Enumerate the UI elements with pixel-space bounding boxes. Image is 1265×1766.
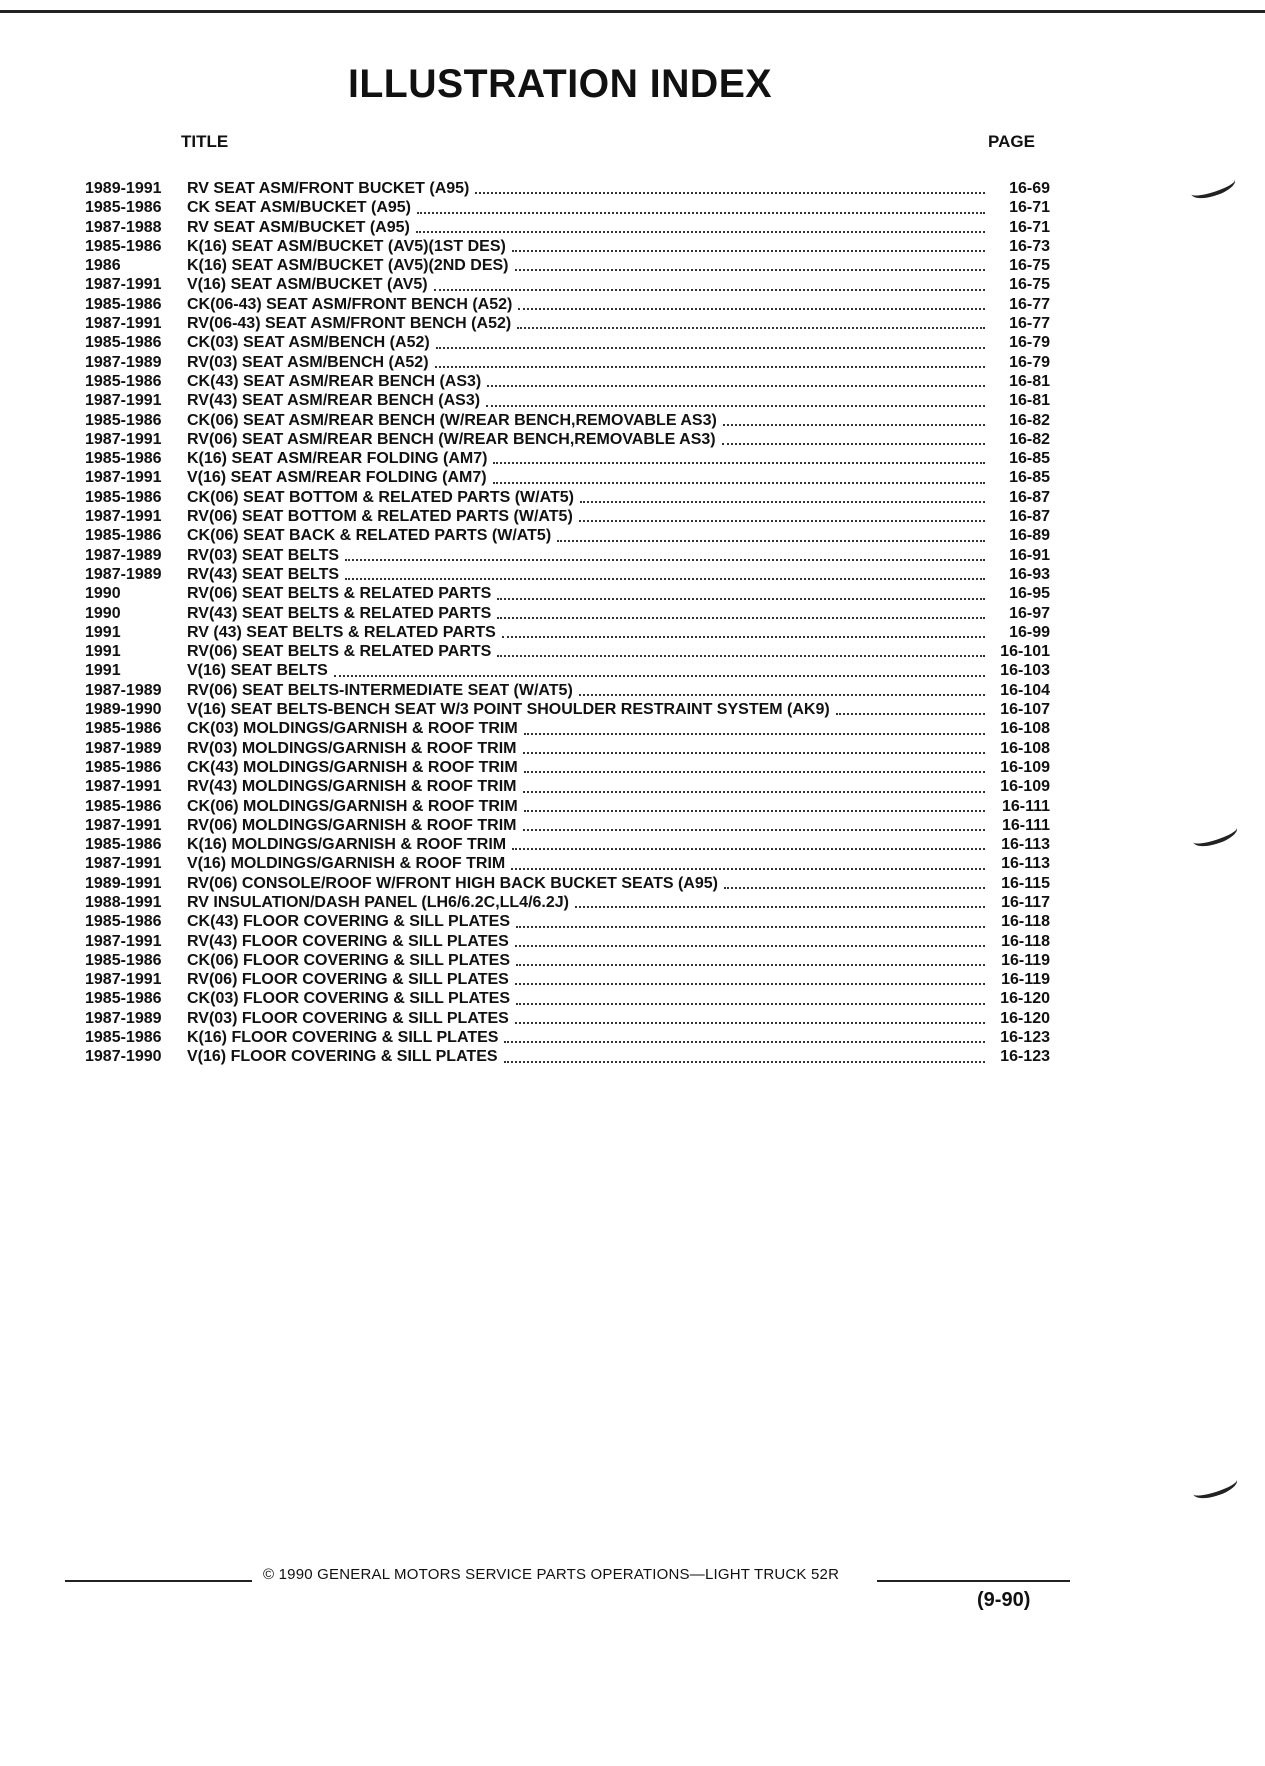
entry-title: CK SEAT ASM/BUCKET (A95) [187, 199, 412, 217]
index-entry [85, 449, 1050, 468]
footer [65, 1564, 1065, 1588]
index-entry [85, 295, 1050, 314]
entry-title: RV(06) SEAT ASM/REAR BENCH (W/REAR BENCH,REMOVABLE AS3) [187, 430, 716, 448]
entry-title: RV(06) SEAT BELTS-INTERMEDIATE SEAT (W/AT5) [187, 681, 573, 699]
entry-years: 1985-1986 [85, 951, 162, 969]
column-header-title: TITLE [181, 132, 229, 151]
entry-title: RV(43) SEAT BELTS [187, 565, 340, 583]
index-entry [85, 237, 1050, 256]
footer-rule-right [877, 1580, 1070, 1582]
entry-years: 1985-1986 [85, 836, 162, 854]
dot-leader [512, 848, 985, 850]
entry-years: 1987-1989 [85, 681, 162, 699]
entry-page-number: 16-108 [1000, 720, 1050, 738]
entry-title: V(16) SEAT ASM/REAR FOLDING (AM7) [187, 469, 487, 487]
entry-title: CK(03) SEAT ASM/BENCH (A52) [187, 334, 430, 352]
entry-title: RV INSULATION/DASH PANEL (LH6/6.2C,LL4/6.2J) [187, 893, 569, 911]
entry-title: RV(03) MOLDINGS/GARNISH & ROOF TRIM [187, 739, 517, 757]
binder-hole-mark [1190, 819, 1239, 850]
entry-page-number: 16-103 [1000, 662, 1050, 680]
entry-years: 1985-1986 [85, 334, 162, 352]
binder-hole-mark [1190, 1471, 1239, 1502]
entry-title: RV (43) SEAT BELTS & RELATED PARTS [187, 623, 496, 641]
entry-title: K(16) SEAT ASM/REAR FOLDING (AM7) [187, 450, 488, 468]
index-entry [85, 758, 1050, 777]
dot-leader [497, 617, 985, 619]
index-entry [85, 275, 1050, 294]
entry-title: RV(06) SEAT BOTTOM & RELATED PARTS (W/AT5) [187, 508, 573, 526]
entry-years: 1987-1991 [85, 392, 162, 410]
index-entry [85, 372, 1050, 391]
dot-leader [557, 540, 985, 542]
entry-page-number: 16-79 [1009, 334, 1050, 352]
dot-leader [575, 906, 985, 908]
entry-years: 1987-1989 [85, 739, 162, 757]
entry-page-number: 16-115 [1001, 874, 1050, 892]
entry-years: 1987-1989 [85, 565, 162, 583]
entry-page-number: 16-81 [1009, 392, 1050, 410]
entry-page-number: 16-77 [1009, 315, 1050, 333]
entry-title: CK(06-43) SEAT ASM/FRONT BENCH (A52) [187, 295, 513, 313]
index-entry [85, 951, 1050, 970]
entry-years: 1987-1991 [85, 508, 162, 526]
entry-page-number: 16-87 [1009, 488, 1050, 506]
entry-years: 1987-1991 [85, 276, 162, 294]
entry-title: K(16) SEAT ASM/BUCKET (AV5)(1ST DES) [187, 237, 506, 255]
entry-years: 1987-1991 [85, 855, 162, 873]
entry-years: 1991 [85, 662, 121, 680]
entry-title: V(16) SEAT ASM/BUCKET (AV5) [187, 276, 428, 294]
entry-page-number: 16-75 [1009, 276, 1050, 294]
entry-title: CK(06) SEAT BACK & RELATED PARTS (W/AT5) [187, 527, 552, 545]
index-entry [85, 430, 1050, 449]
entry-title: RV SEAT ASM/FRONT BUCKET (A95) [187, 180, 470, 197]
entry-page-number: 16-82 [1009, 430, 1050, 448]
entry-page-number: 16-89 [1009, 527, 1050, 545]
entry-page-number: 16-123 [1000, 1029, 1050, 1047]
column-header-page: PAGE [988, 132, 1035, 151]
entry-title: CK(06) MOLDINGS/GARNISH & ROOF TRIM [187, 797, 518, 815]
dot-leader [502, 636, 985, 638]
entry-years: 1989-1990 [85, 701, 162, 719]
index-entry [85, 391, 1050, 410]
entry-years: 1987-1991 [85, 816, 162, 834]
entry-years: 1985-1986 [85, 913, 162, 931]
entry-page-number: 16-111 [1001, 816, 1050, 834]
entry-title: V(16) SEAT BELTS [187, 662, 328, 680]
index-entry [85, 661, 1050, 680]
dot-leader [523, 752, 986, 754]
entry-page-number: 16-109 [1000, 758, 1050, 776]
index-entry [85, 353, 1050, 372]
entry-years: 1985-1986 [85, 797, 162, 815]
entry-page-number: 16-113 [1001, 855, 1050, 873]
entry-page-number: 16-73 [1009, 237, 1050, 255]
entry-page-number: 16-71 [1009, 218, 1050, 236]
entry-page-number: 16-99 [1009, 623, 1050, 641]
entry-years: 1985-1986 [85, 1029, 162, 1047]
dot-leader [579, 694, 985, 696]
entry-page-number: 16-120 [1000, 990, 1050, 1008]
entry-page-number: 16-117 [1001, 893, 1050, 911]
entry-title: CK(06) SEAT BOTTOM & RELATED PARTS (W/AT5) [187, 488, 574, 506]
dot-leader [511, 868, 985, 870]
index-entry [85, 546, 1050, 565]
dot-leader [524, 810, 985, 812]
entry-years: 1989-1991 [85, 180, 162, 197]
dot-leader [504, 1041, 985, 1043]
index-entry [85, 256, 1050, 275]
dot-leader [723, 424, 985, 426]
index-entry [85, 218, 1050, 237]
entry-years: 1987-1991 [85, 971, 162, 989]
entry-page-number: 16-77 [1009, 295, 1050, 313]
footer-rule-left [65, 1580, 252, 1582]
entry-title: CK(06) FLOOR COVERING & SILL PLATES [187, 951, 510, 969]
index-entry [85, 777, 1050, 796]
index-entry [85, 681, 1050, 700]
entry-years: 1985-1986 [85, 450, 162, 468]
entry-page-number: 16-118 [1001, 913, 1050, 931]
dot-leader [836, 713, 985, 715]
entry-title: V(16) FLOOR COVERING & SILL PLATES [187, 1048, 498, 1066]
entry-title: V(16) SEAT BELTS-BENCH SEAT W/3 POINT SHOULDER RESTRAINT SYSTEM (AK9) [187, 701, 830, 719]
index-entry [85, 1028, 1050, 1047]
index-entry [85, 854, 1050, 873]
index-entry [85, 893, 1050, 912]
index-entry [85, 1047, 1050, 1066]
entry-title: RV SEAT ASM/BUCKET (A95) [187, 218, 410, 236]
dot-leader [434, 289, 985, 291]
entry-title: K(16) SEAT ASM/BUCKET (AV5)(2ND DES) [187, 257, 509, 275]
entry-title: RV(06) FLOOR COVERING & SILL PLATES [187, 971, 509, 989]
entry-page-number: 16-81 [1009, 372, 1050, 390]
index-entry [85, 198, 1050, 217]
entry-years: 1987-1989 [85, 1009, 162, 1027]
dot-leader [524, 771, 985, 773]
entry-years: 1987-1991 [85, 430, 162, 448]
entry-page-number: 16-91 [1009, 546, 1050, 564]
entry-years: 1985-1986 [85, 411, 162, 429]
entry-years: 1985-1986 [85, 372, 162, 390]
dot-leader [345, 578, 985, 580]
index-entry [85, 989, 1050, 1008]
dot-leader [516, 964, 985, 966]
entry-years: 1987-1991 [85, 778, 162, 796]
dot-leader [722, 443, 985, 445]
dot-leader [493, 462, 985, 464]
entry-page-number: 16-104 [1000, 681, 1050, 699]
dot-leader [475, 192, 985, 194]
index-entry [85, 526, 1050, 545]
dot-leader [517, 327, 985, 329]
dot-leader [435, 366, 985, 368]
entry-years: 1985-1986 [85, 237, 162, 255]
dot-leader [497, 655, 985, 657]
entry-page-number: 16-87 [1009, 508, 1050, 526]
index-entry [85, 314, 1050, 333]
index-entry [85, 874, 1050, 893]
entry-years: 1987-1988 [85, 218, 162, 236]
entry-years: 1988-1991 [85, 893, 162, 911]
index-entry [85, 739, 1050, 758]
dot-leader [516, 1003, 985, 1005]
entry-years: 1987-1991 [85, 315, 162, 333]
entry-years: 1990 [85, 604, 121, 622]
entry-page-number: 16-85 [1009, 450, 1050, 468]
index-entry [85, 468, 1050, 487]
dot-leader [512, 250, 985, 252]
entry-years: 1987-1990 [85, 1048, 162, 1066]
entry-years: 1987-1991 [85, 469, 162, 487]
page-title: ILLUSTRATION INDEX [347, 62, 773, 106]
index-entry [85, 411, 1050, 430]
dot-leader [334, 675, 985, 677]
index-entry [85, 932, 1050, 951]
entry-years: 1990 [85, 585, 121, 603]
entry-years: 1985-1986 [85, 199, 162, 217]
entry-page-number: 16-71 [1009, 199, 1050, 217]
footer-copyright: © 1990 GENERAL MOTORS SERVICE PARTS OPERATIONS—LIGHT TRUCK 52R [263, 1566, 840, 1583]
entry-title: CK(03) FLOOR COVERING & SILL PLATES [187, 990, 510, 1008]
footer-date-code: (9-90) [977, 1589, 1031, 1611]
index-entry [85, 970, 1050, 989]
index-entry [85, 565, 1050, 584]
entry-years: 1987-1989 [85, 546, 162, 564]
entry-page-number: 16-108 [1000, 739, 1050, 757]
entry-title: RV(06) CONSOLE/ROOF W/FRONT HIGH BACK BUCKET SEATS (A95) [187, 874, 718, 892]
entry-title: RV(03) SEAT BELTS [187, 546, 340, 564]
entry-page-number: 16-82 [1009, 411, 1050, 429]
entry-page-number: 16-101 [1000, 643, 1050, 661]
entry-title: RV(43) SEAT ASM/REAR BENCH (AS3) [187, 392, 481, 410]
entry-page-number: 16-69 [1009, 180, 1050, 197]
dot-leader [416, 231, 985, 233]
dot-leader [516, 926, 985, 928]
index-entry [85, 797, 1050, 816]
entry-title: CK(03) MOLDINGS/GARNISH & ROOF TRIM [187, 720, 518, 738]
entry-years: 1985-1986 [85, 527, 162, 545]
index-entry [85, 179, 1050, 198]
entry-title: RV(03) SEAT ASM/BENCH (A52) [187, 353, 429, 371]
illustration-index-list [85, 179, 1050, 1067]
dot-leader [523, 791, 986, 793]
dot-leader [515, 983, 985, 985]
entry-years: 1985-1986 [85, 488, 162, 506]
entry-title: RV(43) FLOOR COVERING & SILL PLATES [187, 932, 509, 950]
entry-title: RV(06) MOLDINGS/GARNISH & ROOF TRIM [187, 816, 517, 834]
entry-page-number: 16-85 [1009, 469, 1050, 487]
index-entry [85, 333, 1050, 352]
dot-leader [518, 308, 985, 310]
entry-title: V(16) MOLDINGS/GARNISH & ROOF TRIM [187, 855, 506, 873]
entry-page-number: 16-97 [1009, 604, 1050, 622]
entry-years: 1986 [85, 257, 121, 275]
entry-title: CK(43) MOLDINGS/GARNISH & ROOF TRIM [187, 758, 518, 776]
dot-leader [486, 405, 985, 407]
dot-leader [487, 385, 985, 387]
entry-page-number: 16-123 [1000, 1048, 1050, 1066]
entry-years: 1985-1986 [85, 758, 162, 776]
index-entry [85, 642, 1050, 661]
entry-page-number: 16-93 [1009, 565, 1050, 583]
entry-page-number: 16-119 [1001, 951, 1050, 969]
entry-years: 1985-1986 [85, 295, 162, 313]
index-entry [85, 584, 1050, 603]
entry-page-number: 16-107 [1000, 701, 1050, 719]
entry-title: RV(06-43) SEAT ASM/FRONT BENCH (A52) [187, 315, 512, 333]
entry-page-number: 16-79 [1009, 353, 1050, 371]
entry-years: 1991 [85, 643, 121, 661]
entry-years: 1991 [85, 623, 121, 641]
entry-page-number: 16-119 [1001, 971, 1050, 989]
index-entry [85, 604, 1050, 623]
dot-leader [515, 1022, 985, 1024]
dot-leader [436, 347, 985, 349]
index-entry [85, 623, 1050, 642]
entry-page-number: 16-111 [1001, 797, 1050, 815]
entry-page-number: 16-113 [1001, 836, 1050, 854]
entry-title: K(16) FLOOR COVERING & SILL PLATES [187, 1029, 499, 1047]
dot-leader [497, 598, 985, 600]
index-entry [85, 488, 1050, 507]
index-entry [85, 700, 1050, 719]
index-entry [85, 1009, 1050, 1028]
entry-title: CK(06) SEAT ASM/REAR BENCH (W/REAR BENCH,REMOVABLE AS3) [187, 411, 717, 429]
entry-page-number: 16-109 [1000, 778, 1050, 796]
dot-leader [524, 733, 985, 735]
dot-leader [515, 269, 986, 271]
entry-title: RV(03) FLOOR COVERING & SILL PLATES [187, 1009, 509, 1027]
entry-years: 1985-1986 [85, 990, 162, 1008]
entry-page-number: 16-118 [1001, 932, 1050, 950]
entry-years: 1989-1991 [85, 874, 162, 892]
dot-leader [580, 501, 985, 503]
index-entry [85, 835, 1050, 854]
entry-years: 1985-1986 [85, 720, 162, 738]
index-entry [85, 816, 1050, 835]
entry-title: CK(43) SEAT ASM/REAR BENCH (AS3) [187, 372, 482, 390]
index-entry [85, 719, 1050, 738]
dot-leader [724, 887, 985, 889]
entry-title: RV(06) SEAT BELTS & RELATED PARTS [187, 643, 492, 661]
entry-page-number: 16-75 [1009, 257, 1050, 275]
dot-leader [579, 520, 985, 522]
entry-title: RV(43) MOLDINGS/GARNISH & ROOF TRIM [187, 778, 517, 796]
dot-leader [345, 559, 985, 561]
entry-page-number: 16-120 [1000, 1009, 1050, 1027]
entry-page-number: 16-95 [1009, 585, 1050, 603]
dot-leader [417, 212, 985, 214]
dot-leader [515, 945, 985, 947]
entry-title: RV(43) SEAT BELTS & RELATED PARTS [187, 604, 492, 622]
entry-title: RV(06) SEAT BELTS & RELATED PARTS [187, 585, 492, 603]
dot-leader [504, 1061, 985, 1063]
top-rule [0, 10, 1265, 13]
dot-leader [523, 829, 986, 831]
entry-title: CK(43) FLOOR COVERING & SILL PLATES [187, 913, 510, 931]
binder-hole-mark [1188, 171, 1237, 202]
index-entry [85, 507, 1050, 526]
dot-leader [493, 482, 985, 484]
entry-title: K(16) MOLDINGS/GARNISH & ROOF TRIM [187, 836, 507, 854]
index-entry [85, 912, 1050, 931]
entry-years: 1987-1991 [85, 932, 162, 950]
entry-years: 1987-1989 [85, 353, 162, 371]
